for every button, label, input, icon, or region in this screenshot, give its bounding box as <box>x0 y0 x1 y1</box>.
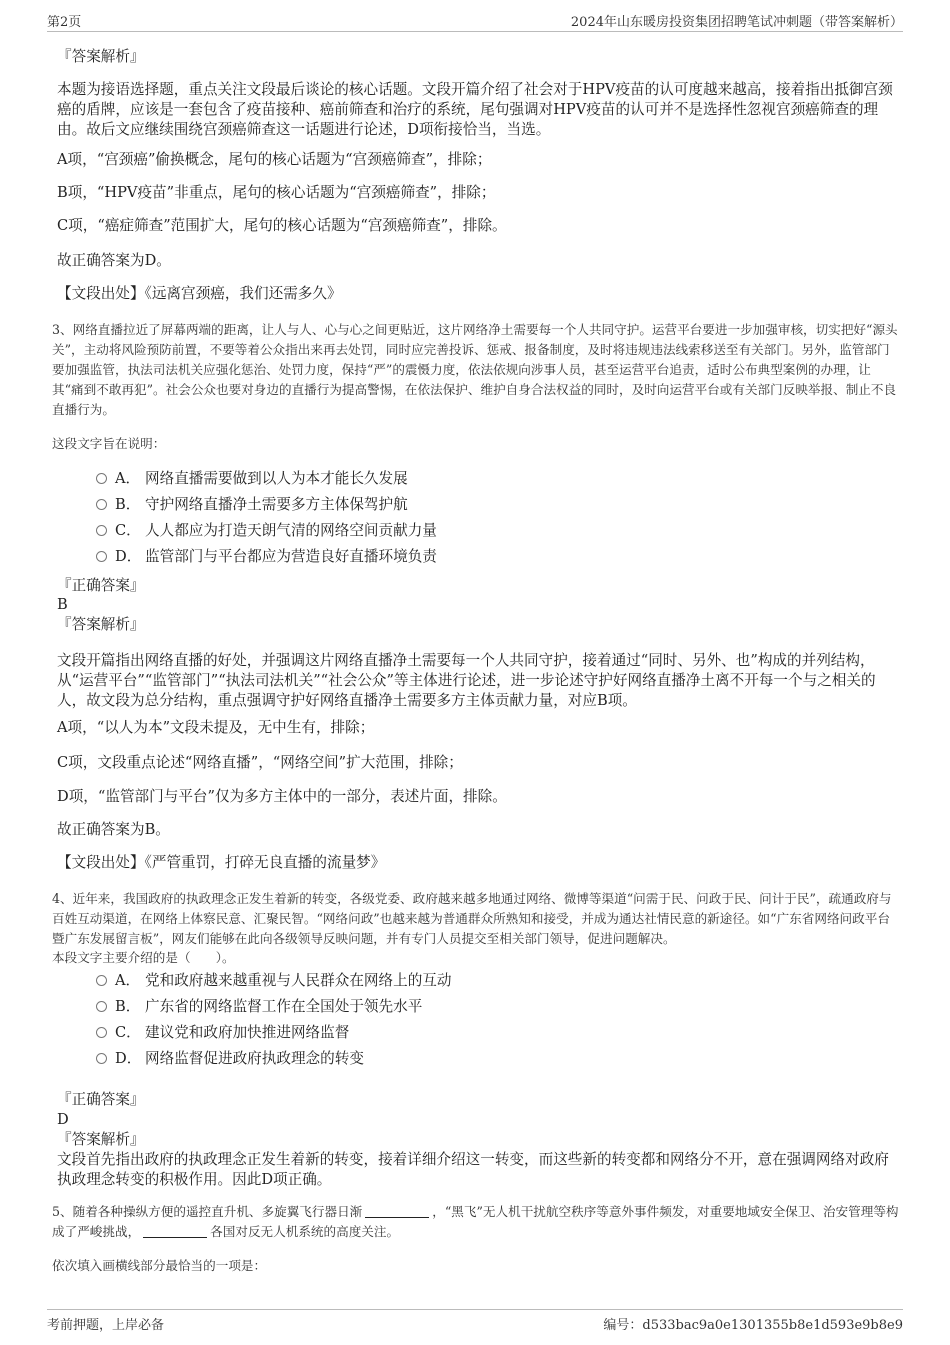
q3-option-b[interactable]: B． 守护网络直播净土需要多方主体保驾护航 <box>96 495 408 515</box>
q3-analysis-text: 文段开篇指出网络直播的好处，并强调这片网络直播净土需要每一个人共同守护，接着通过“同时、另外、也”构成的并列结构，从“运营平台”“监管部门”“执法司法机关”“社会公众”等主体进行论述，进一步论述守护好网络直播净土离不开每一个与之相关的人，故文段为总分结构，重点强调守护好网络直播净土需要多方主体贡献力量，对应B项。 <box>57 652 876 709</box>
radio-icon[interactable] <box>96 525 107 536</box>
fill-blank-1[interactable] <box>365 1203 429 1218</box>
q4-option-b[interactable]: B． 广东省的网络监督工作在全国处于领先水平 <box>96 997 422 1017</box>
radio-icon[interactable] <box>96 473 107 484</box>
q3-conclusion: 故正确答案为B。 <box>57 821 170 838</box>
page-header <box>0 0 950 32</box>
q2-source: 【文段出处】《远离宫颈癌，我们还需多久》 <box>57 285 342 302</box>
q3-answer-label: 『正确答案』 <box>57 577 145 594</box>
header-divider <box>47 31 903 32</box>
q4-stem: 4、近年来，我国政府的执政理念正发生着新的转变，各级党委、政府越来越多地通过网络、微博等渠道“问需于民、问政于民、问计于民”，疏通政府与百姓互动渠道，在网络上体察民意、汇聚民智。“网络问政”也越来越为普通群众所熟知和接受，并成为通达社情民意的新途径。如“广东省网络问政平台暨广东发展留言板”，网友们能够在此向各级领导反映问题，并有专门人员提交至相关部门领导，促进问题解决。 <box>52 891 892 946</box>
radio-icon[interactable] <box>96 1053 107 1064</box>
q3-option-c-note: C项，文段重点论述“网络直播”，“网络空间”扩大范围，排除； <box>57 754 463 771</box>
q4-answer-label: 『正确答案』 <box>57 1091 145 1108</box>
radio-icon[interactable] <box>96 499 107 510</box>
q5-stem: 5、随着各种操纵方便的遥控直升机、多旋翼飞行器日渐 ，“黑飞”无人机干扰航空秩序等意外事件频发，对重要地域安全保卫、治安管理等构成了严峻挑战， 各国对反无人机系统的高度关注。 <box>52 1204 899 1239</box>
page-number: 第2页 <box>47 15 82 30</box>
q3-answer: B <box>57 596 68 613</box>
footer-slogan: 考前押题，上岸必备 <box>47 1318 165 1333</box>
q2-analysis-text: 本题为接语选择题，重点关注文段最后谈论的核心话题。文段开篇介绍了社会对于HPV疫苗的认可度越来越高，接着指出抵御宫颈癌的盾牌，应该是一套包含了疫苗接种、癌前筛查和治疗的系统，尾句强调对HPV疫苗的认可并不是选择性忽视宫颈癌筛查的理由。故后文应继续围绕宫颈癌筛查这一话题进行论述，D项衔接恰当，当选。 <box>57 81 893 138</box>
q3-option-a-note: A项，“以人为本”文段未提及，无中生有，排除； <box>57 719 375 736</box>
radio-icon[interactable] <box>96 1001 107 1012</box>
document-title: 2024年山东暖房投资集团招聘笔试冲刺题（带答案解析） <box>570 15 903 30</box>
q4-analysis-text: 文段首先指出政府的执政理念正发生着新的转变，接着详细介绍这一转变，而这些新的转变都和网络分不开，意在强调网络对政府执政理念转变的积极作用。因此D项正确。 <box>57 1151 889 1188</box>
q3-stem: 3、网络直播拉近了屏幕两端的距离，让人与人、心与心之间更贴近，这片网络净土需要每一个人共同守护。运营平台要进一步加强审核，切实把好“源头关”，主动将风险预防前置，不要等着公众指出来再去处罚，同时应完善投诉、惩戒、报备制度，及时将违规违法线索移送至有关部门。另外，监管部门要加强监管，执法司法机关应强化惩治、处罚力度，保持“严”的震慑力度，依法依规向涉事人员，甚至运营平台追责，适时公布典型案例的办理，让其“痛到不敢再犯”。社会公众也要对身边的直播行为提高警惕，在依法保护、维护自身合法权益的同时，及时向运营平台或有关部门反映举报、制止不良直播行为。 <box>52 322 898 417</box>
q2-option-b-note: B项，“HPV疫苗”非重点，尾句的核心话题为“宫颈癌筛查”，排除； <box>57 184 496 201</box>
q5-prompt: 依次填入画横线部分最恰当的一项是： <box>52 1258 267 1273</box>
q4-option-d[interactable]: D． 网络监督促进政府执政理念的转变 <box>96 1049 364 1069</box>
radio-icon[interactable] <box>96 975 107 986</box>
q2-conclusion: 故正确答案为D。 <box>57 252 171 269</box>
q3-option-d-note: D项，“监管部门与平台”仅为多方主体中的一部分，表述片面，排除。 <box>57 788 507 805</box>
footer-divider <box>47 1309 903 1310</box>
document-id: 编号：d533bac9a0e1301355b8e1d593e9b8e9 <box>603 1318 903 1333</box>
radio-icon[interactable] <box>96 1027 107 1038</box>
q4-prompt: 本段文字主要介绍的是（ ）。 <box>52 950 235 965</box>
q3-source: 【文段出处】《严管重罚，打碎无良直播的流量梦》 <box>57 854 386 871</box>
q3-option-c[interactable]: C． 人人都应为打造天朗气清的网络空间贡献力量 <box>96 521 437 541</box>
fill-blank-2[interactable] <box>143 1223 207 1238</box>
q4-answer: D <box>57 1111 69 1128</box>
q3-prompt: 这段文字旨在说明： <box>52 436 166 451</box>
q3-option-d[interactable]: D． 监管部门与平台都应为营造良好直播环境负责 <box>96 547 437 567</box>
q2-option-c-note: C项，“癌症筛查”范围扩大，尾句的核心话题为“宫颈癌筛查”，排除。 <box>57 217 507 234</box>
q4-option-c[interactable]: C． 建议党和政府加快推进网络监督 <box>96 1023 349 1043</box>
q3-option-a[interactable]: A． 网络直播需要做到以人为本才能长久发展 <box>96 469 408 489</box>
q2-option-a-note: A项，“宫颈癌”偷换概念，尾句的核心话题为“宫颈癌筛查”，排除； <box>57 151 492 168</box>
q2-analysis-label: 『答案解析』 <box>57 48 145 65</box>
q4-option-a[interactable]: A． 党和政府越来越重视与人民群众在网络上的互动 <box>96 971 451 991</box>
radio-icon[interactable] <box>96 551 107 562</box>
q4-analysis-label: 『答案解析』 <box>57 1131 145 1148</box>
q3-analysis-label: 『答案解析』 <box>57 616 145 633</box>
